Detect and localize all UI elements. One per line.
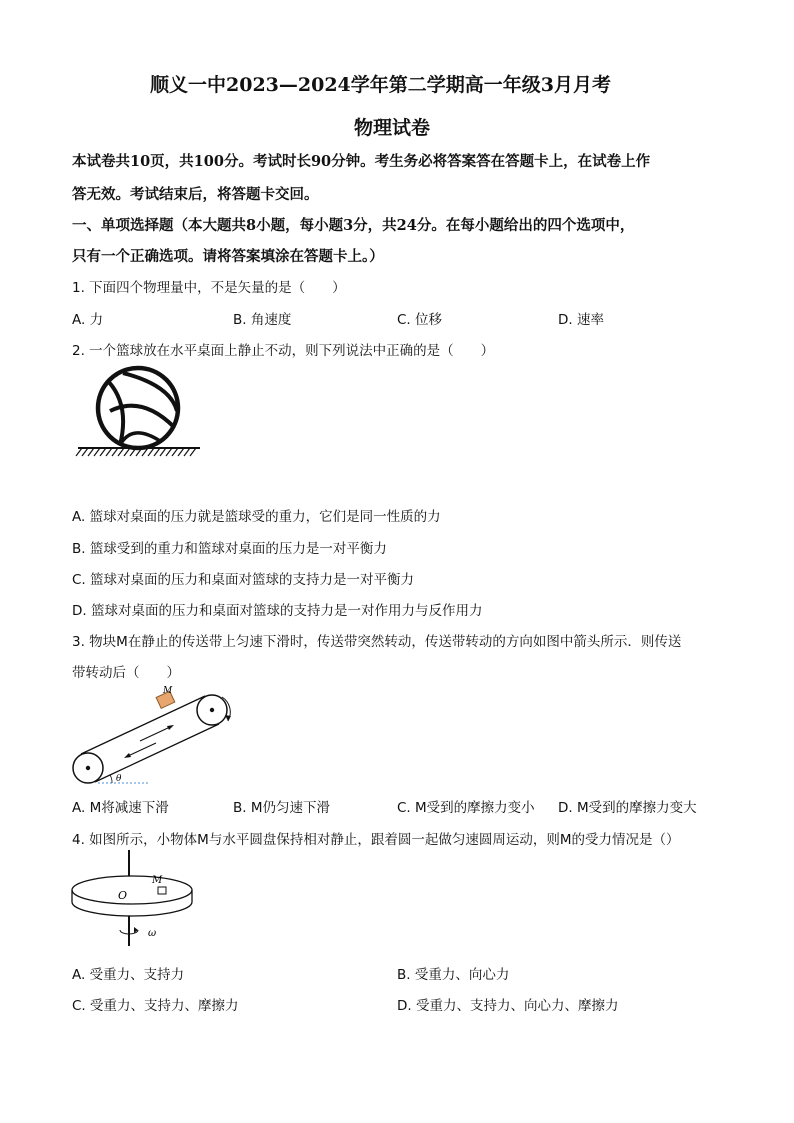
- section-heading-line-2: 只有一个正确选项。请将答案填涂在答题卡上。）: [72, 248, 384, 265]
- question-3-stem-line-2: 带转动后（ ）: [72, 665, 180, 681]
- block-label-m: M: [163, 686, 173, 696]
- question-1-option-c: C. 位移: [397, 312, 443, 328]
- question-2-option-d: D. 篮球对桌面的压力和桌面对篮球的支持力是一对作用力与反作用力: [72, 603, 483, 619]
- question-2-option-b: B. 篮球受到的重力和篮球对桌面的压力是一对平衡力: [72, 541, 387, 557]
- question-1-stem: 1. 下面四个物理量中，不是矢量的是（ ）: [72, 280, 346, 296]
- instructions-line-2: 答无效。考试结束后，将答题卡交回。: [72, 186, 319, 203]
- question-3-option-b: B. M仍匀速下滑: [233, 800, 330, 816]
- angle-label-theta: θ: [116, 774, 122, 784]
- instructions-line-1: 本试卷共10页，共100分。考试时长90分钟。考生务必将答案答在答题卡上，在试卷上作: [72, 153, 651, 170]
- section-heading-line-1: 一、单项选择题（本大题共8小题，每小题3分，共24分。在每小题给出的四个选项中，: [72, 217, 635, 234]
- question-4-option-c: C. 受重力、支持力、摩擦力: [72, 998, 239, 1014]
- question-3-option-c: C. M受到的摩擦力变小: [397, 800, 535, 816]
- exam-subtitle: 物理试卷: [354, 117, 431, 139]
- question-3-option-a: A. M将减速下滑: [72, 800, 169, 816]
- rotating-disk-figure: [70, 850, 210, 950]
- question-4-option-a: A. 受重力、支持力: [72, 967, 185, 983]
- center-label-o: O: [118, 889, 128, 902]
- question-4-option-b: B. 受重力、向心力: [397, 967, 510, 983]
- question-3-stem-line-1: 3. 物块M在静止的传送带上匀速下滑时，传送带突然转动，传送带转动的方向如图中箭头所示．则传送: [72, 634, 682, 650]
- basketball-figure: [70, 365, 210, 460]
- question-4-option-d: D. 受重力、支持力、向心力、摩擦力: [397, 998, 619, 1014]
- disk-top: [72, 876, 192, 904]
- question-1-option-b: B. 角速度: [233, 312, 292, 328]
- question-3-option-d: D. M受到的摩擦力变大: [558, 800, 697, 816]
- question-1-option-a: A. 力: [72, 312, 104, 328]
- omega-label: ω: [148, 928, 157, 939]
- conveyor-belt-figure: [70, 683, 245, 788]
- question-1-option-d: D. 速率: [558, 312, 604, 328]
- question-2-option-a: A. 篮球对桌面的压力就是篮球受的重力，它们是同一性质的力: [72, 509, 441, 525]
- question-2-stem: 2. 一个篮球放在水平桌面上静止不动，则下列说法中正确的是（ ）: [72, 343, 495, 359]
- block-label-m: M: [152, 875, 163, 886]
- question-2-option-c: C. 篮球对桌面的压力和桌面对篮球的支持力是一对平衡力: [72, 572, 415, 588]
- exam-title: 顺义一中2023—2024学年第二学期高一年级3月月考: [150, 74, 611, 96]
- question-4-stem: 4. 如图所示，小物体M与水平圆盘保持相对静止，跟着圆一起做匀速圆周运动，则M的受力情况是（）: [72, 832, 680, 848]
